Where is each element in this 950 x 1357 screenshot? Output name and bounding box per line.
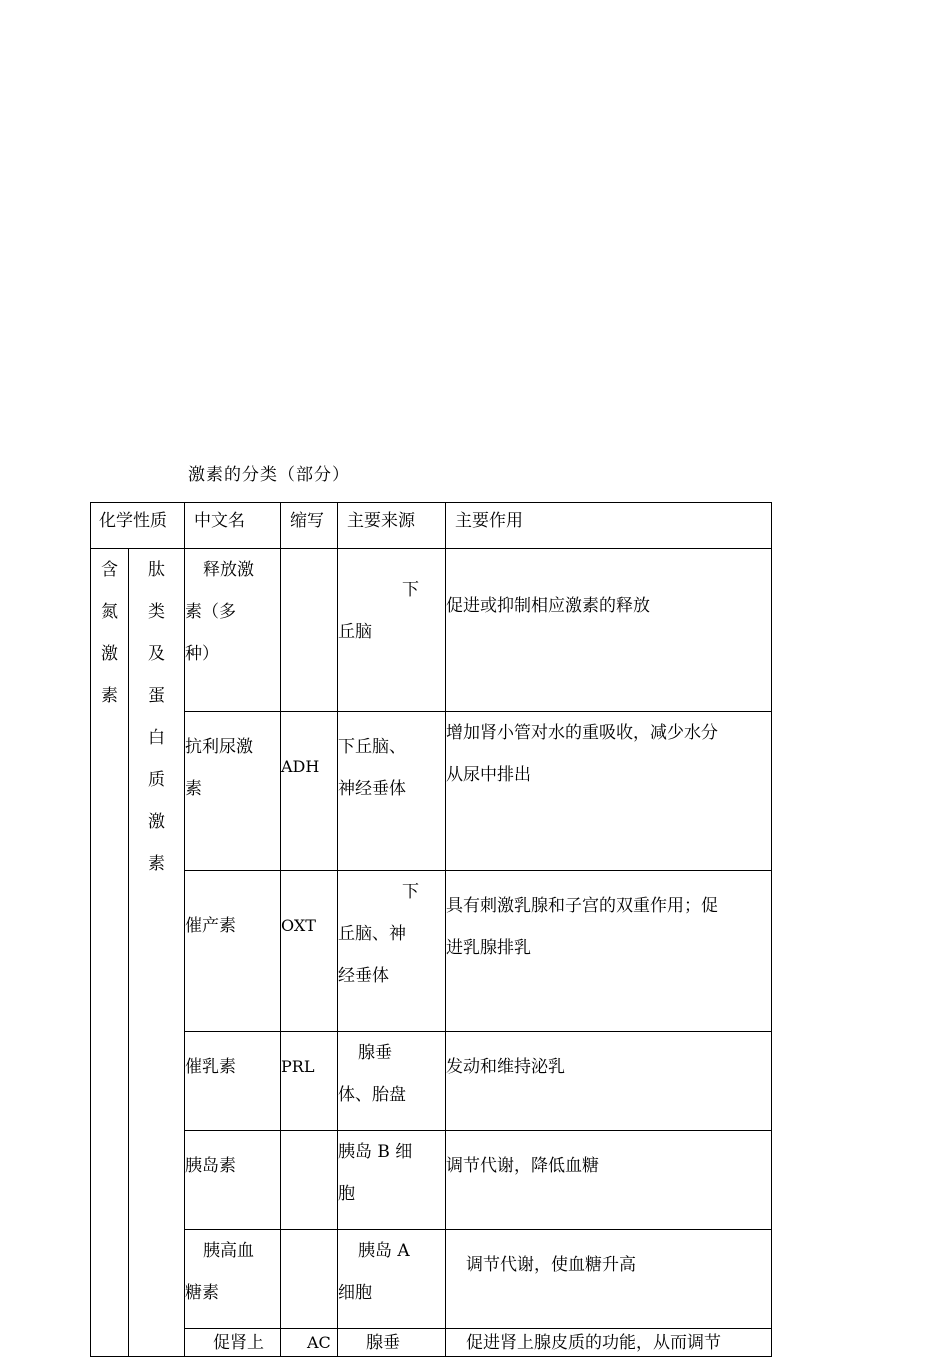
group-char: 白 [148,728,165,748]
cell-source: 下 丘脑 [338,549,446,712]
header-chinese-name: 中文名 [185,503,281,549]
cell-abbreviation: ADH [281,712,338,871]
cell-name: 胰高血 糖素 [185,1230,281,1329]
table-row [91,1032,772,1131]
hormone-classification-table [90,502,772,1357]
cell-abbreviation [281,549,338,712]
table-caption: 激素的分类（部分） [188,465,350,485]
cell-abbreviation: PRL [281,1032,338,1131]
group-peptide-protein-hormones [129,549,185,1357]
cell-abbreviation [281,1230,338,1329]
cell-source: 胰岛 A 细胞 [338,1230,446,1329]
cell-source: 下 丘脑、神 经垂体 [338,871,446,1032]
cell-name: 胰岛素 [185,1131,281,1230]
group-char: 激 [148,812,165,832]
cell-source: 胰岛 B 细 胞 [338,1131,446,1230]
cell-effect: 促进或抑制相应激素的释放 [446,549,772,712]
group-char: 氮 [101,602,118,622]
cell-effect: 具有刺激乳腺和子宫的双重作用；促 进乳腺排乳 [446,871,772,1032]
group-char: 素 [148,854,165,874]
table-row [91,712,772,871]
group-char: 激 [101,644,118,664]
header-main-effect: 主要作用 [446,503,772,549]
table-header-row [91,503,772,549]
cell-effect: 调节代谢，使血糖升高 [446,1230,772,1329]
group-char: 含 [101,560,118,580]
table-row [91,871,772,1032]
cell-source: 下丘脑、 神经垂体 [338,712,446,871]
table-row [91,549,772,712]
group-char: 蛋 [148,686,165,706]
group-char: 及 [148,644,165,664]
cell-abbreviation [281,1131,338,1230]
table-row [91,1131,772,1230]
cell-name: 催产素 [185,871,281,1032]
table-row [91,1329,772,1357]
group-char: 类 [148,602,165,622]
group-char: 质 [148,770,165,790]
cell-effect: 发动和维持泌乳 [446,1032,772,1131]
group-nitrogenous-hormones [91,549,129,1357]
cell-abbreviation: OXT [281,871,338,1032]
table-row [91,1230,772,1329]
cell-effect: 调节代谢，降低血糖 [446,1131,772,1230]
cell-effect: 促进肾上腺皮质的功能，从而调节 [446,1329,772,1357]
header-chemical-nature: 化学性质 [91,503,185,549]
group-char: 素 [101,686,118,706]
cell-source: 腺垂 [338,1329,446,1357]
cell-abbreviation: AC [281,1329,338,1357]
header-abbreviation: 缩写 [281,503,338,549]
cell-name: 催乳素 [185,1032,281,1131]
cell-name: 释放激 素（多 种） [185,549,281,712]
cell-name: 抗利尿激 素 [185,712,281,871]
cell-effect: 增加肾小管对水的重吸收，减少水分 从尿中排出 [446,712,772,871]
cell-name: 促肾上 [185,1329,281,1357]
cell-source: 腺垂 体、胎盘 [338,1032,446,1131]
header-main-source: 主要来源 [338,503,446,549]
group-char: 肽 [148,560,165,580]
